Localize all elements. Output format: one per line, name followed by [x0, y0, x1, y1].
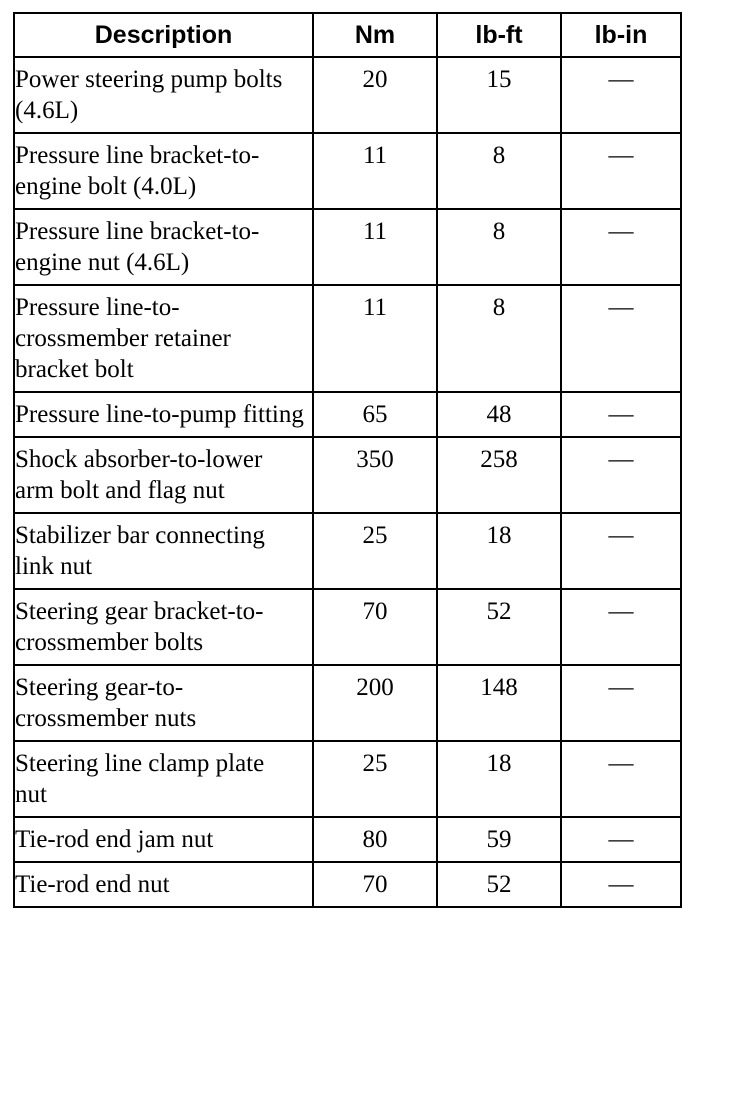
cell-nm: 25: [313, 741, 437, 817]
cell-description: Pressure line bracket-to-engine nut (4.6L): [14, 209, 313, 285]
cell-description: Stabilizer bar connecting link nut: [14, 513, 313, 589]
cell-nm: 70: [313, 589, 437, 665]
cell-lbft: 258: [437, 437, 561, 513]
cell-lbft: 148: [437, 665, 561, 741]
cell-nm: 25: [313, 513, 437, 589]
cell-lbft: 59: [437, 817, 561, 862]
cell-description: Shock absorber-to-lower arm bolt and flag nut: [14, 437, 313, 513]
cell-lbft: 15: [437, 57, 561, 133]
cell-lbft: 52: [437, 589, 561, 665]
cell-nm: 20: [313, 57, 437, 133]
cell-lbin: —: [561, 437, 681, 513]
cell-lbin: —: [561, 589, 681, 665]
table-row: [14, 57, 681, 133]
cell-nm: 350: [313, 437, 437, 513]
cell-lbin: —: [561, 285, 681, 392]
column-header-lbin: lb-in: [561, 13, 681, 57]
table-row: [14, 741, 681, 817]
cell-nm: 11: [313, 285, 437, 392]
table-header-row: [14, 13, 681, 57]
cell-lbin: —: [561, 392, 681, 437]
table-row: [14, 209, 681, 285]
cell-nm: 80: [313, 817, 437, 862]
cell-description: Tie-rod end jam nut: [14, 817, 313, 862]
cell-lbin: —: [561, 741, 681, 817]
cell-lbin: —: [561, 57, 681, 133]
cell-nm: 200: [313, 665, 437, 741]
cell-description: Pressure line bracket-to-engine bolt (4.0L): [14, 133, 313, 209]
cell-description: Steering line clamp plate nut: [14, 741, 313, 817]
table-row: [14, 437, 681, 513]
cell-description: Pressure line-to-crossmember retainer bracket bolt: [14, 285, 313, 392]
cell-lbin: —: [561, 133, 681, 209]
table-row: [14, 285, 681, 392]
table-row: [14, 392, 681, 437]
cell-description: Steering gear bracket-to-crossmember bolts: [14, 589, 313, 665]
cell-lbin: —: [561, 862, 681, 907]
table-row: [14, 589, 681, 665]
cell-description: Steering gear-to-crossmember nuts: [14, 665, 313, 741]
cell-lbin: —: [561, 209, 681, 285]
cell-description: Pressure line-to-pump fitting: [14, 392, 313, 437]
cell-nm: 70: [313, 862, 437, 907]
table-row: [14, 817, 681, 862]
cell-lbft: 8: [437, 285, 561, 392]
cell-description: Power steering pump bolts (4.6L): [14, 57, 313, 133]
cell-nm: 65: [313, 392, 437, 437]
cell-lbin: —: [561, 817, 681, 862]
cell-nm: 11: [313, 133, 437, 209]
cell-lbft: 18: [437, 741, 561, 817]
column-header-description: Description: [14, 13, 313, 57]
torque-spec-table: [13, 12, 682, 908]
column-header-lbft: lb-ft: [437, 13, 561, 57]
cell-lbft: 8: [437, 133, 561, 209]
cell-description: Tie-rod end nut: [14, 862, 313, 907]
cell-lbft: 48: [437, 392, 561, 437]
column-header-nm: Nm: [313, 13, 437, 57]
cell-lbft: 52: [437, 862, 561, 907]
cell-lbft: 18: [437, 513, 561, 589]
table-row: [14, 665, 681, 741]
cell-lbin: —: [561, 665, 681, 741]
cell-lbin: —: [561, 513, 681, 589]
table-row: [14, 513, 681, 589]
table-row: [14, 862, 681, 907]
table-row: [14, 133, 681, 209]
cell-nm: 11: [313, 209, 437, 285]
cell-lbft: 8: [437, 209, 561, 285]
